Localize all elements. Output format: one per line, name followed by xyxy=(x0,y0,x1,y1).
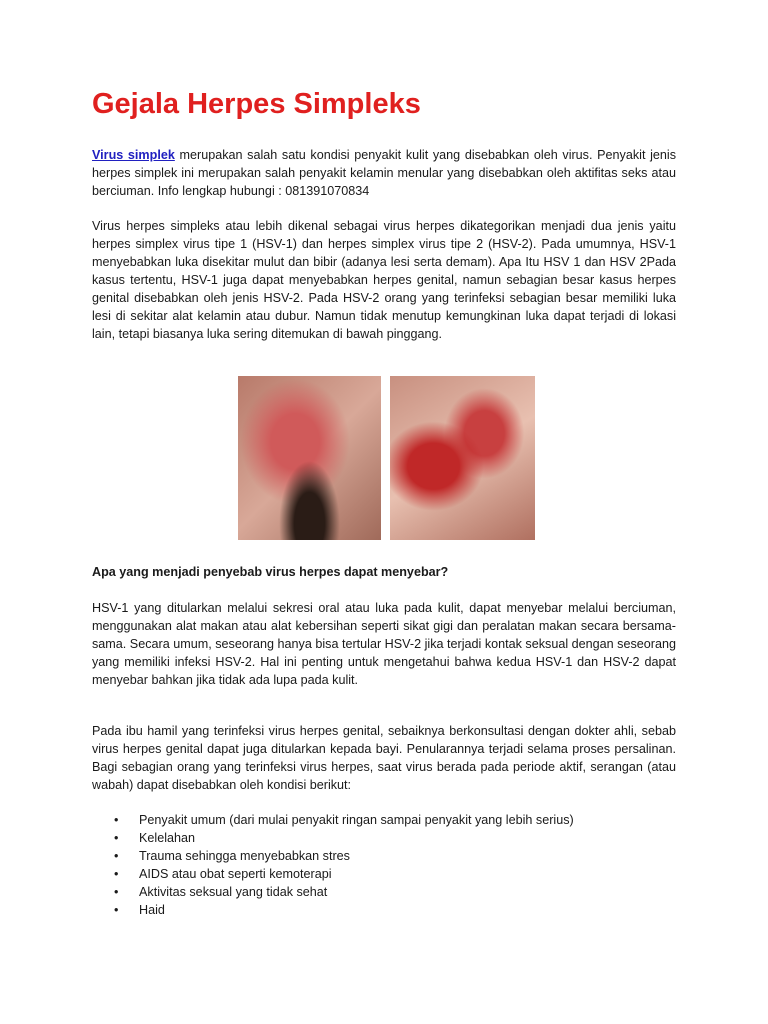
list-item: • Penyakit umum (dari mulai penyakit ringan sampai penyakit yang lebih serius) xyxy=(92,811,574,829)
paragraph-intro xyxy=(92,146,676,200)
list-item: • AIDS atau obat seperti kemoterapi xyxy=(92,865,574,883)
list-item: • Kelelahan xyxy=(92,829,574,847)
list-item: • Aktivitas seksual yang tidak sehat xyxy=(92,883,574,901)
list-item: • Trauma sehingga menyebabkan stres xyxy=(92,847,574,865)
virus-simplek-link[interactable]: Virus simplek xyxy=(92,148,175,162)
paragraph-intro-text: merupakan salah satu kondisi penyakit kulit yang disebabkan oleh virus. Penyakit jenis herpes simplek ini merupakan salah penyakit kelamin menular yang disebabkan oleh aktifitas seks atau berciuman. Info lengkap hubungi : 081391070834 xyxy=(92,148,677,198)
paragraph-hsv-types: Virus herpes simpleks atau lebih dikenal sebagai virus herpes dikategorikan menjadi dua jenis yaitu herpes simplex virus tipe 1 (HSV-1) dan herpes simplex virus tipe 2 (HSV-2). Pada umumnya, HSV-1 menyebabkan luka disekitar mulut dan bibir (adanya lesi serta demam). Apa Itu HSV 1 dan HSV 2Pada kasus tertentu, HSV-1 juga dapat menyebabkan herpes genital, namun sebagian besar kasus herpes genital disebabkan oleh jenis HSV-2. Pada HSV-2 orang yang terinfeksi sebagian besar memiliki luka lesi di sekitar alat kelamin atau dubur. Namun tidak menutup kemungkinan luka dapat terjadi di lokasi lain, tetapi biasanya luka sering ditemukan di bawah pinggang. xyxy=(92,219,676,341)
paragraph-transmission: HSV-1 yang ditularkan melalui sekresi oral atau luka pada kulit, dapat menyebar melalui berciuman, menggunakan alat makan atau alat kebersihan seperti sikat gigi dan peralatan makan secara bersama-sama. Secara umum, seseorang hanya bisa tertular HSV-2 jika terjadi kontak seksual dengan seseorang yang memiliki infeksi HSV-2. Hal ini penting untuk mengetahui bahwa kedua HSV-1 dan HSV-2 dapat menyebar bahkan jika tidak ada lupa pada kulit. xyxy=(92,601,676,687)
paragraph-pregnancy: Pada ibu hamil yang terinfeksi virus herpes genital, sebaiknya berkonsultasi dengan dokter ahli, sebab virus herpes genital dapat juga ditularkan kepada bayi. Penularannya terjadi selama proses persalinan. Bagi sebagian orang yang terinfeksi virus herpes, saat virus berada pada periode aktif, serangan (atau wabah) dapat disebabkan oleh kondisi berikut: xyxy=(92,724,676,792)
page-title: Gejala Herpes Simpleks xyxy=(92,88,421,120)
trigger-list xyxy=(92,811,574,919)
herpes-photo-left xyxy=(238,376,381,540)
list-item: • Haid xyxy=(92,901,574,919)
section-heading: Apa yang menjadi penyebab virus herpes dapat menyebar? xyxy=(92,565,449,579)
herpes-photo-right xyxy=(390,376,535,540)
